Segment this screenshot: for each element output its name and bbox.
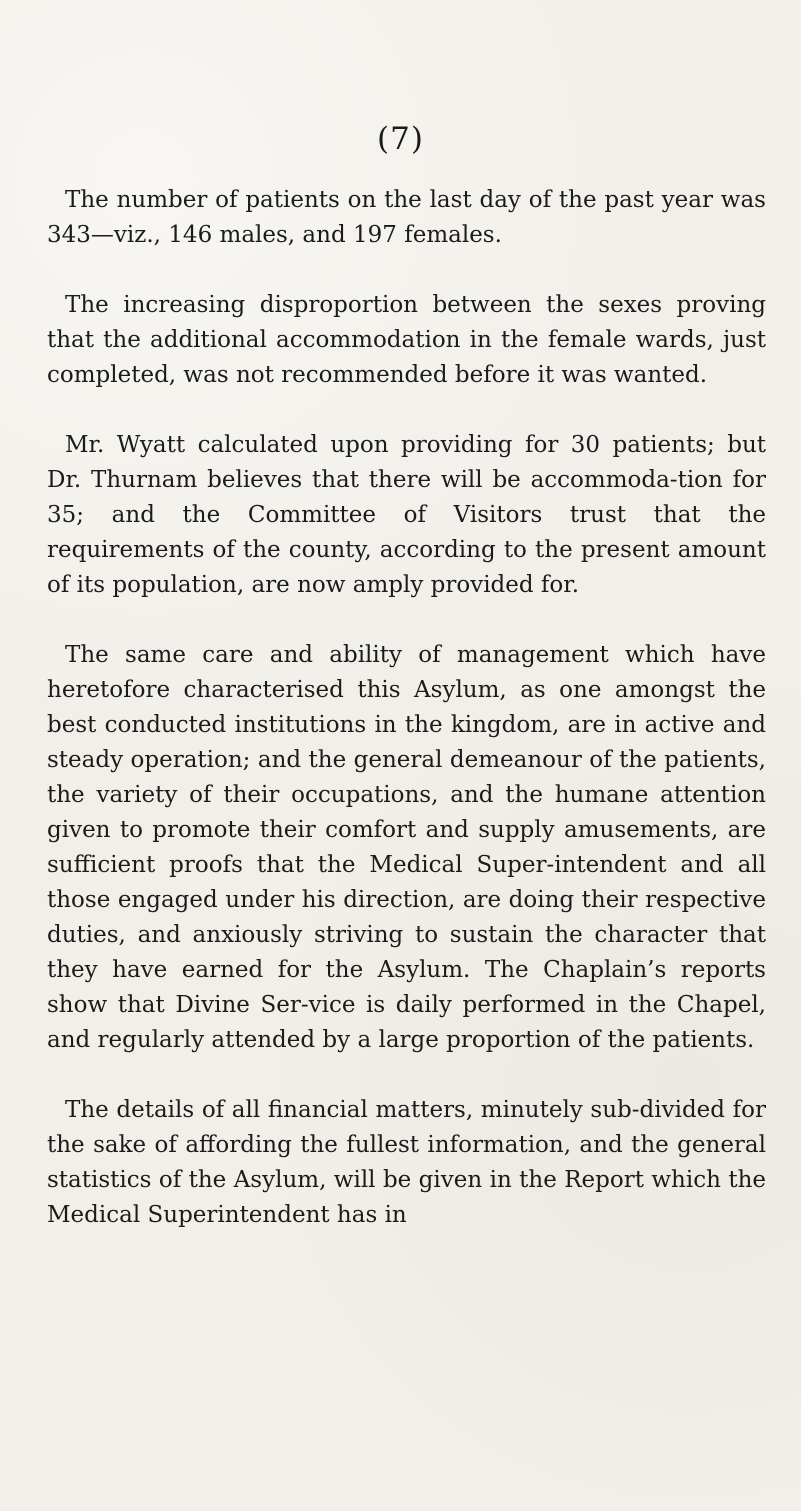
document-body [47,183,766,1233]
paragraph-financial-details: The details of all financial matters, minutely sub-divided for the sake of affording the fullest information, and the general statistics of the Asylum, will be given in the Report which the Medical Superintendent has in [47,1097,766,1228]
paragraph-disproportion: The increasing disproportion between the sexes proving that the additional accommodation in the female wards, just completed, was not recommended before it was wanted. [47,292,766,388]
paragraph-patient-count: The number of patients on the last day of the past year was 343—viz., 146 males, and 197 females. [47,187,766,248]
page-number: (7) [377,121,424,157]
paragraph-accommodation: Mr. Wyatt calculated upon providing for 30 patients; but Dr. Thurnam believes that there will be accommoda-tion for 35; and the Committee of Visitors trust that the requirements of the county, according to the present amount of its population, are now amply provided for. [47,432,766,598]
paragraph-management: The same care and ability of management which have heretofore characterised this Asylum, as one amongst the best conducted institutions in the kingdom, are in active and steady operation; and the general demeanour of the patients, the variety of their occupations, and the humane attention given to promote their comfort and supply amusements, are sufficient proofs that the Medical Super-intendent and all those engaged under his direction, are doing their respective duties, and anxiously striving to sustain the character that they have earned for the Asylum. The Chaplain’s reports show that Divine Ser-vice is daily performed in the Chapel, and regularly attended by a large proportion of the patients. [47,642,766,1053]
